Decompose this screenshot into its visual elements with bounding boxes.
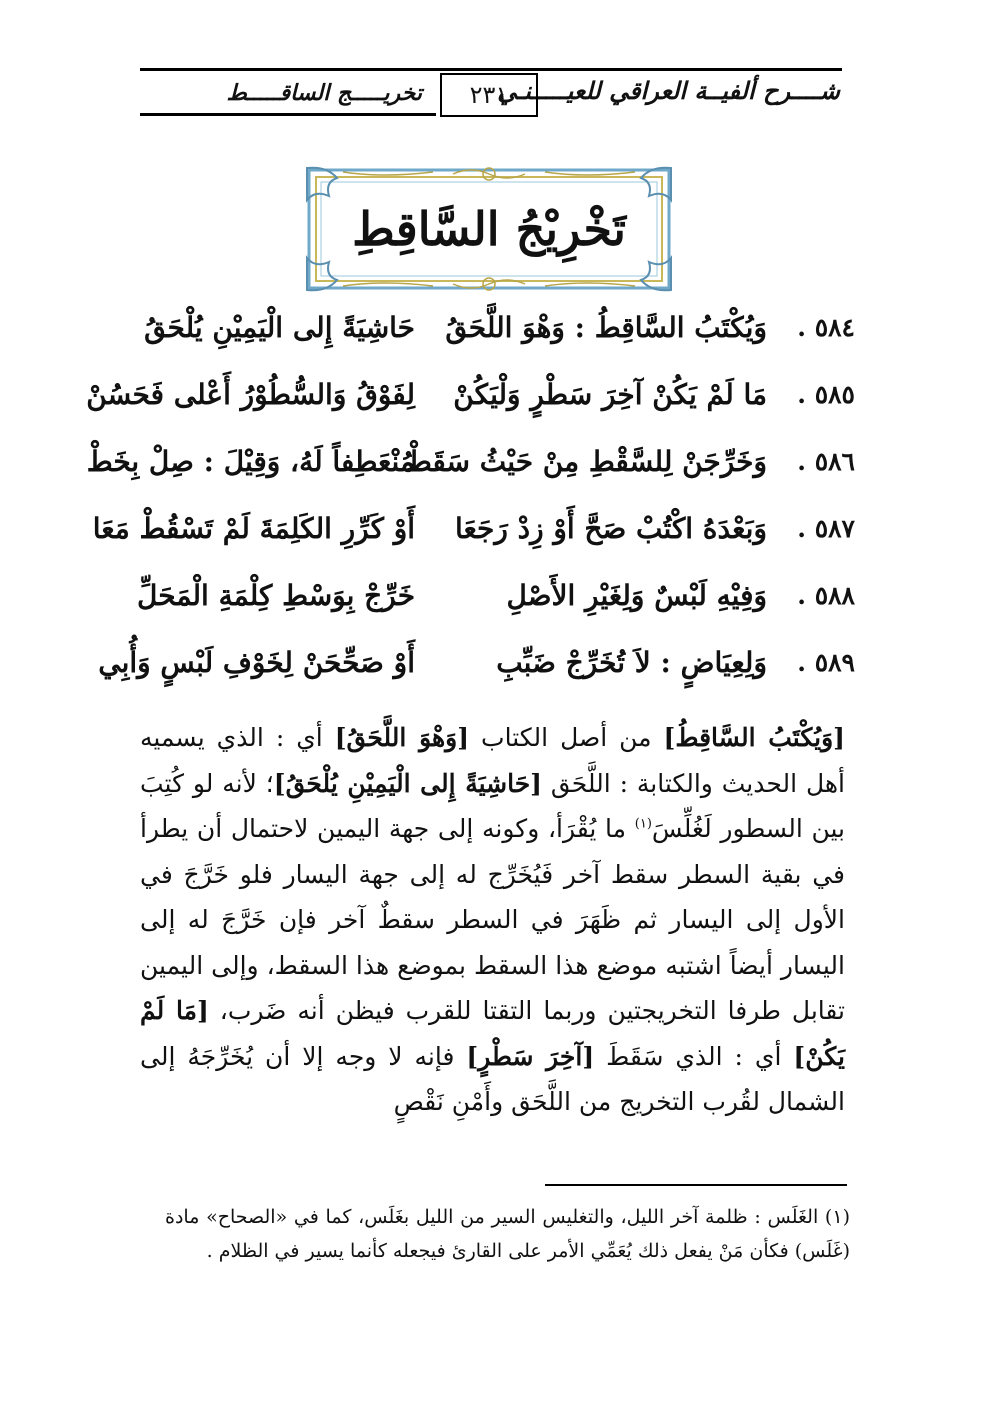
- footnote-reference[interactable]: (١): [634, 816, 652, 832]
- verse-number: ٥٨٤ .: [797, 313, 855, 342]
- verse-first-hemistich: وَيُكْتَبُ السَّاقِطُ : وَهْوَ اللَّحَقُ: [445, 311, 767, 344]
- verse-first-hemistich: وَبَعْدَهُ اكْتُبْ صَحَّ أَوْ زِدْ رَجَعَا: [455, 512, 767, 545]
- verse-line: [120, 573, 855, 640]
- verse-second-hemistich: حَاشِيَةً إِلى الْيَمِيْنِ يُلْحَقُ: [144, 311, 415, 344]
- verse-line: [86, 372, 855, 439]
- verse-first-hemistich: وَلِعِيَاضٍ : لاَ تُخَرِّجْ ضَبِّبِ: [496, 646, 767, 679]
- verse-number: ٥٨٥ .: [797, 380, 855, 409]
- commentary-text: فإنه لا وجه إلا أن يُخَرِّجَهُ إلى الشمال لقُرب التخريج من اللَّحَق وأَمْنِ نَقْصٍ: [140, 1041, 845, 1116]
- commentary-text: أي : الذي سَقَطَ: [594, 1041, 794, 1071]
- verse-number: ٥٨٦ .: [797, 447, 855, 476]
- verse-line: [98, 640, 855, 707]
- chapter-title: تَخْرِيْجُ السَّاقِطِ: [352, 202, 626, 256]
- verse-first-hemistich: وَفِيْهِ لَبْسٌ وَلِغَيْرِ الأَصْلِ: [506, 579, 767, 612]
- verse-line: [120, 305, 855, 372]
- verse-first-hemistich: مَا لَمْ يَكُنْ آخِرَ سَطْرٍ وَلْيَكُنْ: [453, 378, 767, 411]
- quoted-verse-text: [مَا لَمْ يَكُنْ]: [140, 996, 845, 1071]
- commentary-text: أي : الذي يسميه أهل الحديث والكتابة : اللَّحَق: [140, 723, 846, 798]
- quoted-verse-text: [آخِرَ سَطْرٍ]: [466, 1041, 595, 1071]
- running-header: [140, 68, 842, 120]
- verse-line: [92, 506, 855, 573]
- header-rule-top: [140, 68, 842, 71]
- verse-first-hemistich: وَخَرِّجَنْ لِلسَّقْطِ مِنْ حَيْثُ سَقَطْ: [405, 445, 767, 478]
- footnote-separator: [545, 1184, 847, 1186]
- verse-second-hemistich: لِفَوْقُ وَالسُّطُوْرُ أَعْلى فَحَسُنْ: [86, 378, 415, 411]
- quoted-verse-text: [وَيُكْتَبُ السَّاقِطُ]: [663, 723, 845, 752]
- verse-second-hemistich: أَوْ صَحِّحَنْ لِخَوْفِ لَبْسٍ وَأُبِي: [98, 646, 415, 679]
- verse-second-hemistich: أَوْ كَرِّرِ الكَلِمَةَ لَمْ تَسْقُطْ مَعَا: [92, 512, 415, 545]
- chapter-title-frame: [303, 164, 675, 294]
- verse-number: ٥٨٩ .: [797, 648, 855, 677]
- verse-second-hemistich: مُنْعَطِفاً لَهُ، وَقِيْلَ : صِلْ بِخَطْ: [86, 445, 415, 478]
- commentary-paragraph: [140, 715, 845, 1125]
- quoted-verse-text: [حَاشِيَةً إِلى الْيَمِيْنِ يُلْحَقُ]: [273, 768, 543, 798]
- header-rule-bottom: [140, 113, 436, 116]
- verse-second-hemistich: خَرِّجْ بِوَسْطِ كِلْمَةِ الْمَحَلِّ: [137, 579, 415, 612]
- commentary-text: ما يُقْرَأ، وكونه إلى جهة اليمين لاحتمال أن يطرأ في بقية السطر سقط آخر فَيُخَرِّج له إلى جهة اليسار فلو خَرَّجَ في الأول إلى اليسار ثم ظَهَرَ في السطر سقطٌ آخر فإن خَرَّجَ له إلى اليسار أيضاً اشتبه موضع هذا السقط بموضع هذا السقط، وإلى اليمين تقابل طرفا التخريجتين وربما التقتا للقرب فيظن أنه ضَرب،: [140, 814, 845, 1025]
- book-title: شــــرح ألفيــة العراقي للعيـــــنـي: [497, 76, 840, 105]
- verse-line: [86, 439, 855, 506]
- footnote: (١) الغَلَس : ظلمة آخر الليل، والتغليس السير من الليل بغَلَس، كما في «الصحاح» مادة (غَلَس) فكأن مَنْ يفعل ذلك يُعَمِّي الأمر على القارئ فيجعله كأنما يسير في الظلام .: [165, 1206, 850, 1262]
- section-title: تخريـــــج الساقـــــط: [226, 80, 422, 106]
- verses: [86, 305, 855, 707]
- page-number: ٢٣١: [440, 73, 538, 117]
- commentary-text: من أصل الكتاب: [469, 723, 664, 752]
- commentary-text: ؛ لأنه لو كُتِبَ بين السطور لَغُلِّسَ: [140, 768, 845, 843]
- verse-number: ٥٨٧ .: [797, 514, 855, 543]
- quoted-verse-text: [وَهْوَ اللَّحَقُ]: [334, 723, 470, 752]
- verse-number: ٥٨٨ .: [797, 581, 855, 610]
